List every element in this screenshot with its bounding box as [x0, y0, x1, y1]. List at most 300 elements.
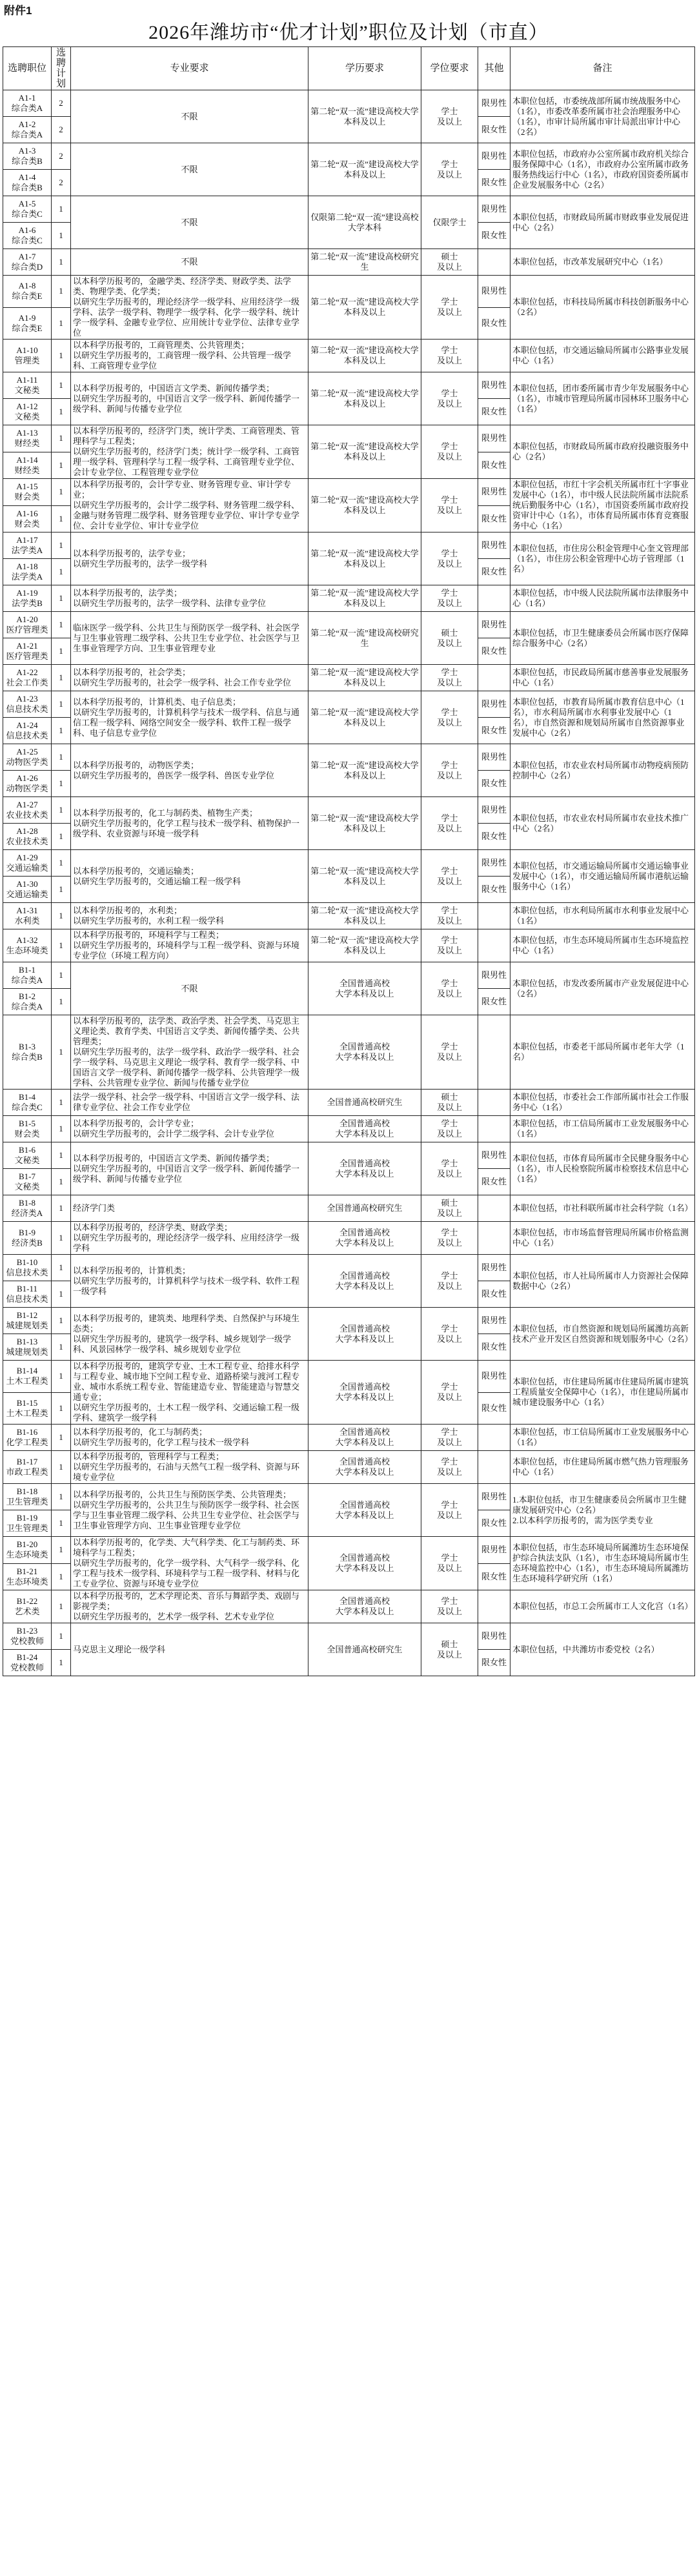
other-requirement-cell: 限女性	[478, 1650, 510, 1676]
plan-count-cell: 1	[52, 1563, 71, 1590]
position-cell: A1-24 信息技术类	[3, 718, 52, 744]
other-requirement-cell	[478, 249, 510, 276]
degree-requirement-cell: 学士 及以上	[421, 1116, 478, 1142]
education-requirement-cell: 全国普通高校 大学本科及以上	[308, 1425, 421, 1451]
other-requirement-cell: 限女性	[478, 1334, 510, 1361]
table-row	[3, 1308, 695, 1334]
degree-requirement-cell: 学士 及以上	[421, 532, 478, 585]
table-row	[3, 903, 695, 929]
major-requirement-cell: 以本科学历报考的，经济学类、财政学类； 以研究生学历报考的，理论经济学一级学科、应用经济学一级学科	[71, 1222, 308, 1255]
position-cell: A1-27 农业技术类	[3, 797, 52, 824]
degree-requirement-cell: 硕士 及以上	[421, 1195, 478, 1222]
other-requirement-cell	[478, 903, 510, 929]
plan-count-cell: 1	[52, 989, 71, 1015]
other-requirement-cell	[478, 1222, 510, 1255]
plan-count-cell: 1	[52, 744, 71, 771]
note-cell: 本职位包括，中共潍坊市委党校（2名）	[510, 1623, 695, 1676]
degree-requirement-cell: 仅限学士	[421, 196, 478, 249]
table-row	[3, 1425, 695, 1451]
note-cell: 1.本职位包括，市卫生健康委员会所属市卫生健康发展研究中心（2名） 2.以本科学历报考的，需为医学类专业	[510, 1484, 695, 1537]
header-major: 专业要求	[71, 47, 308, 90]
other-requirement-cell	[478, 1090, 510, 1116]
note-cell: 本职位包括，市工信局所属市工业发展服务中心（1名）	[510, 1425, 695, 1451]
education-requirement-cell: 第二轮“双一流”建设高校大学本科及以上	[308, 585, 421, 612]
degree-requirement-cell: 学士 及以上	[421, 1222, 478, 1255]
plan-count-cell: 1	[52, 249, 71, 276]
major-requirement-cell: 以本科学历报考的，管理科学与工程类； 以研究生学历报考的，石油与天然气工程一级学科、资源与环境专业学位	[71, 1451, 308, 1484]
education-requirement-cell: 第二轮“双一流”建设高校大学本科及以上	[308, 276, 421, 340]
table-row	[3, 665, 695, 691]
plan-count-cell: 1	[52, 1255, 71, 1281]
plan-count-cell: 1	[52, 1510, 71, 1537]
position-cell: A1-2 综合类A	[3, 117, 52, 143]
position-cell: B1-2 综合类A	[3, 989, 52, 1015]
plan-count-cell: 2	[52, 143, 71, 170]
major-requirement-cell: 以本科学历报考的，会计学专业； 以研究生学历报考的，会计学二级学科、会计专业学位	[71, 1116, 308, 1142]
table-row	[3, 962, 695, 989]
plan-count-cell: 1	[52, 1090, 71, 1116]
note-cell: 本职位包括，市交通运输局所属市公路事业发展中心（1名）	[510, 340, 695, 372]
table-row	[3, 1116, 695, 1142]
note-cell: 本职位包括，市教育局所属市教育信息中心（1名），市水利局所属市水利事业发展中心（1名），市自然资源和规划局所属市自然资源事业发展中心（2名）	[510, 691, 695, 744]
other-requirement-cell	[478, 1451, 510, 1484]
plan-count-cell: 1	[52, 665, 71, 691]
plan-count-cell: 1	[52, 691, 71, 718]
education-requirement-cell: 全国普通高校 大学本科及以上	[308, 1255, 421, 1308]
degree-requirement-cell: 学士 及以上	[421, 90, 478, 143]
note-cell: 本职位包括，市财政局所属市政府投融资服务中心（2名）	[510, 425, 695, 479]
other-requirement-cell: 限男性	[478, 1142, 510, 1169]
degree-requirement-cell: 学士 及以上	[421, 425, 478, 479]
education-requirement-cell: 第二轮“双一流”建设高校大学本科及以上	[308, 90, 421, 143]
plan-count-cell: 1	[52, 479, 71, 506]
degree-requirement-cell: 学士 及以上	[421, 1308, 478, 1361]
plan-count-cell: 1	[52, 585, 71, 612]
position-cell: A1-12 文秘类	[3, 399, 52, 425]
other-requirement-cell: 限男性	[478, 532, 510, 559]
note-cell: 本职位包括，市农业农村局所属市动物疫病预防控制中心（2名）	[510, 744, 695, 797]
degree-requirement-cell: 学士 及以上	[421, 691, 478, 744]
plan-count-cell: 1	[52, 1425, 71, 1451]
note-cell: 本职位包括，市发改委所属市产业发展促进中心（2名）	[510, 962, 695, 1015]
degree-requirement-cell: 学士 及以上	[421, 1590, 478, 1623]
degree-requirement-cell: 学士 及以上	[421, 1361, 478, 1425]
other-requirement-cell: 限男性	[478, 1255, 510, 1281]
position-cell: B1-16 化学工程类	[3, 1425, 52, 1451]
education-requirement-cell: 全国普通高校 大学本科及以上	[308, 1308, 421, 1361]
position-cell: B1-3 综合类B	[3, 1015, 52, 1090]
position-cell: A1-16 财会类	[3, 505, 52, 532]
note-cell: 本职位包括，市委统战部所属市统战服务中心（1名），市委改革委所属市社会治理服务中心（1名），市审计局所属市审计局派出审计中心（2名）	[510, 90, 695, 143]
plan-count-cell: 1	[52, 1116, 71, 1142]
header-education: 学历要求	[308, 47, 421, 90]
note-cell: 本职位包括，市住建局所属市燃气热力管理服务中心（1名）	[510, 1451, 695, 1484]
major-requirement-cell: 以本科学历报考的，计算机类、电子信息类； 以研究生学历报考的，计算机科学与技术一级学科、信息与通信工程一级学科、网络空间安全一级学科、软件工程一级学科、电子信息专业学位	[71, 691, 308, 744]
note-cell: 本职位包括，市改革发展研究中心（1名）	[510, 249, 695, 276]
major-requirement-cell: 以本科学历报考的，社会学类； 以研究生学历报考的，社会学一级学科、社会工作专业学位	[71, 665, 308, 691]
note-cell: 本职位包括，团市委所属市青少年发展服务中心（1名），市城市管理局所属市园林环卫服务中心（1名）	[510, 372, 695, 425]
table-header-row	[3, 47, 695, 90]
plan-count-cell: 1	[52, 559, 71, 585]
position-cell: B1-23 党校教师	[3, 1623, 52, 1650]
major-requirement-cell: 以本科学历报考的，化学类、大气科学类、化工与制药类、环境科学与工程类； 以研究生学历报考的，化学一级学科、大气科学一级学科、化学工程与技术一级学科、环境科学与工程一级学科、材料与化工专业学位、资源与环境专业学位	[71, 1537, 308, 1590]
degree-requirement-cell: 学士 及以上	[421, 143, 478, 196]
table-row	[3, 90, 695, 117]
table-row	[3, 1537, 695, 1564]
other-requirement-cell	[478, 585, 510, 612]
other-requirement-cell: 限男性	[478, 143, 510, 170]
major-requirement-cell: 以本科学历报考的，建筑学专业、土木工程专业、给排水科学与工程专业、城市地下空间工程专业、道路桥梁与渡河工程专业、城市水系统工程专业、智能建造专业、智能建造与智慧交通专业； 以研究生学历报考的，土木工程一级学科、交通运输工程一级学科、建筑学一级学科	[71, 1361, 308, 1425]
note-cell: 本职位包括，市体育局所属市全民健身服务中心（1名），市人民检察院所属市检察技术信息中心（1名）	[510, 1142, 695, 1195]
plan-count-cell: 1	[52, 1142, 71, 1169]
table-row	[3, 929, 695, 962]
position-cell: A1-10 管理类	[3, 340, 52, 372]
position-cell: B1-1 综合类A	[3, 962, 52, 989]
major-requirement-cell: 以本科学历报考的，法学类、政治学类、社会学类、马克思主义理论类、教育学类、中国语言文学类、新闻传播学类、公共管理类； 以研究生学历报考的，法学一级学科、政治学一级学科、社会学一级学科、马克思主义理论一级学科、教育学一级学科、中国语言文学一级学科、新闻传播学一级学科、公共管理学一级学科、公共管理专业学位、新闻与传播专业学位	[71, 1015, 308, 1090]
plan-count-cell: 1	[52, 196, 71, 223]
note-cell: 本职位包括，市自然资源和规划局所属潍坊高新技术产业开发区自然资源和规划服务中心（2名）	[510, 1308, 695, 1361]
major-requirement-cell: 以本科学历报考的，法学类； 以研究生学历报考的，法学一级学科、法律专业学位	[71, 585, 308, 612]
other-requirement-cell: 限男性	[478, 797, 510, 824]
table-row	[3, 340, 695, 372]
degree-requirement-cell: 学士 及以上	[421, 372, 478, 425]
attachment-label: 附件1	[4, 5, 32, 17]
other-requirement-cell: 限男性	[478, 372, 510, 399]
plan-count-cell: 1	[52, 1451, 71, 1484]
position-cell: B1-11 信息技术类	[3, 1281, 52, 1308]
degree-requirement-cell: 学士 及以上	[421, 744, 478, 797]
other-requirement-cell: 限男性	[478, 90, 510, 117]
note-cell: 本职位包括，市中级人民法院所属市法律服务中心（1名）	[510, 585, 695, 612]
position-cell: A1-13 财经类	[3, 425, 52, 452]
position-cell: B1-8 经济类A	[3, 1195, 52, 1222]
note-cell: 本职位包括，市住建局所属市住建局所属市建筑工程质量安全保障中心（1名），市住建局所属市城市建设服务中心（1名）	[510, 1361, 695, 1425]
degree-requirement-cell: 学士 及以上	[421, 1484, 478, 1537]
other-requirement-cell	[478, 929, 510, 962]
education-requirement-cell: 全国普通高校 大学本科及以上	[308, 1361, 421, 1425]
other-requirement-cell: 限女性	[478, 223, 510, 249]
degree-requirement-cell: 学士 及以上	[421, 479, 478, 532]
position-cell: B1-6 文秘类	[3, 1142, 52, 1169]
note-cell: 本职位包括，市红十字会机关所属市红十字事业发展中心（1名），市中级人民法院所属市法院系统后勤服务中心（1名），市国资委所属市政府投资审计中心（1名），市体育局所属市体育竞赛服务中心（1名）	[510, 479, 695, 532]
position-cell: B1-10 信息技术类	[3, 1255, 52, 1281]
other-requirement-cell: 限女性	[478, 399, 510, 425]
position-cell: B1-4 综合类C	[3, 1090, 52, 1116]
position-cell: A1-7 综合类D	[3, 249, 52, 276]
major-requirement-cell: 以本科学历报考的，法学专业； 以研究生学历报考的，法学一级学科	[71, 532, 308, 585]
education-requirement-cell: 第二轮“双一流”建设高校大学本科及以上	[308, 372, 421, 425]
other-requirement-cell: 限女性	[478, 452, 510, 479]
degree-requirement-cell: 学士 及以上	[421, 665, 478, 691]
degree-requirement-cell: 学士 及以上	[421, 962, 478, 1015]
other-requirement-cell: 限女性	[478, 718, 510, 744]
major-requirement-cell: 不限	[71, 249, 308, 276]
position-cell: A1-15 财会类	[3, 479, 52, 506]
education-requirement-cell: 仅限第二轮“双一流”建设高校大学本科	[308, 196, 421, 249]
header-note: 备注	[510, 47, 695, 90]
position-cell: A1-4 综合类B	[3, 170, 52, 196]
other-requirement-cell: 限女性	[478, 117, 510, 143]
other-requirement-cell: 限女性	[478, 307, 510, 340]
position-cell: B1-12 城建规划类	[3, 1308, 52, 1334]
position-cell: B1-17 市政工程类	[3, 1451, 52, 1484]
major-requirement-cell: 以本科学历报考的，公共卫生与预防医学类、公共管理类； 以研究生学历报考的，公共卫生与预防医学一级学科、社会医学与卫生事业管理二级学科、公共卫生专业学位、社会医学与卫生事业管理学方向、卫生事业管理专业学位	[71, 1484, 308, 1537]
degree-requirement-cell: 学士 及以上	[421, 1451, 478, 1484]
other-requirement-cell: 限女性	[478, 638, 510, 665]
table-row	[3, 1195, 695, 1222]
major-requirement-cell: 以本科学历报考的，金融学类、经济学类、财政学类、法学类、物理学类、化学类； 以研究生学历报考的，理论经济学一级学科、应用经济学一级学科、法学一级学科、物理学一级学科、化学一级学科、统计学一级学科、金融专业学位、应用统计专业学位、法律专业学位	[71, 276, 308, 340]
education-requirement-cell: 全国普通高校 大学本科及以上	[308, 1590, 421, 1623]
table-row	[3, 1361, 695, 1393]
position-cell: A1-1 综合类A	[3, 90, 52, 117]
plan-count-cell: 1	[52, 903, 71, 929]
note-cell: 本职位包括，市人社局所属市人力资源社会保障数据中心（2名）	[510, 1255, 695, 1308]
major-requirement-cell: 以本科学历报考的，水利类； 以研究生学历报考的，水利工程一级学科	[71, 903, 308, 929]
table-row	[3, 1451, 695, 1484]
other-requirement-cell: 限男性	[478, 479, 510, 506]
major-requirement-cell: 以本科学历报考的，化工与制药类、植物生产类； 以研究生学历报考的，化学工程与技术一级学科、植物保护一级学科、农业资源与环境一级学科	[71, 797, 308, 850]
table-row	[3, 249, 695, 276]
table-row	[3, 276, 695, 308]
position-cell: A1-32 生态环境类	[3, 929, 52, 962]
education-requirement-cell: 第二轮“双一流”建设高校大学本科及以上	[308, 850, 421, 903]
education-requirement-cell: 第二轮“双一流”建设高校大学本科及以上	[308, 340, 421, 372]
other-requirement-cell: 限女性	[478, 559, 510, 585]
degree-requirement-cell: 学士 及以上	[421, 929, 478, 962]
position-cell: A1-14 财经类	[3, 452, 52, 479]
other-requirement-cell: 限男性	[478, 1537, 510, 1564]
note-cell: 本职位包括，市科技局所属市科技创新服务中心（2名）	[510, 276, 695, 340]
position-cell: B1-5 财会类	[3, 1116, 52, 1142]
major-requirement-cell: 不限	[71, 196, 308, 249]
plan-count-cell: 1	[52, 505, 71, 532]
other-requirement-cell: 限女性	[478, 824, 510, 850]
table-row	[3, 196, 695, 223]
education-requirement-cell: 全国普通高校 大学本科及以上	[308, 1451, 421, 1484]
position-cell: A1-3 综合类B	[3, 143, 52, 170]
position-cell: B1-14 土木工程类	[3, 1361, 52, 1393]
position-cell: A1-6 综合类C	[3, 223, 52, 249]
major-requirement-cell: 以本科学历报考的，会计学专业、财务管理专业、审计学专业； 以研究生学历报考的，会计学二级学科、财务管理二级学科、金融与财务管理二级学科、财务管理专业学位、审计学专业学位、会计专业学位、审计专业学位	[71, 479, 308, 532]
plan-count-cell: 1	[52, 1623, 71, 1650]
education-requirement-cell: 全国普通高校 大学本科及以上	[308, 1222, 421, 1255]
other-requirement-cell: 限男性	[478, 1623, 510, 1650]
plan-count-cell: 1	[52, 877, 71, 903]
education-requirement-cell: 第二轮“双一流”建设高校大学本科及以上	[308, 744, 421, 797]
table-body	[3, 90, 695, 1676]
education-requirement-cell: 第二轮“双一流”建设高校大学本科及以上	[308, 665, 421, 691]
plan-count-cell: 1	[52, 1169, 71, 1195]
education-requirement-cell: 全国普通高校 大学本科及以上	[308, 1484, 421, 1537]
degree-requirement-cell: 学士 及以上	[421, 850, 478, 903]
note-cell: 本职位包括，市水利局所属市水利事业发展中心（1名）	[510, 903, 695, 929]
major-requirement-cell: 以本科学历报考的，交通运输类； 以研究生学历报考的，交通运输工程一级学科	[71, 850, 308, 903]
position-cell: A1-30 交通运输类	[3, 877, 52, 903]
degree-requirement-cell: 硕士 及以上	[421, 249, 478, 276]
plan-count-cell: 1	[52, 1222, 71, 1255]
education-requirement-cell: 第二轮“双一流”建设高校大学本科及以上	[308, 903, 421, 929]
note-cell: 本职位包括，市住房公积金管理中心奎文管理部（1名），市住房公积金管理中心坊子管理部（1名）	[510, 532, 695, 585]
position-cell: B1-18 卫生管理类	[3, 1484, 52, 1510]
plan-count-cell: 1	[52, 1650, 71, 1676]
major-requirement-cell: 以本科学历报考的，工商管理类、公共管理类； 以研究生学历报考的，工商管理一级学科、公共管理一级学科、工商管理专业学位	[71, 340, 308, 372]
recruitment-plan-table	[3, 46, 695, 1676]
plan-count-cell: 1	[52, 425, 71, 452]
table-row	[3, 744, 695, 771]
major-requirement-cell: 以本科学历报考的，计算机类； 以研究生学历报考的，计算机科学与技术一级学科、软件工程一级学科	[71, 1255, 308, 1308]
plan-count-cell: 1	[52, 1484, 71, 1510]
position-cell: A1-8 综合类E	[3, 276, 52, 308]
education-requirement-cell: 全国普通高校研究生	[308, 1195, 421, 1222]
plan-count-cell: 1	[52, 1308, 71, 1334]
header-position: 选聘职位	[3, 47, 52, 90]
plan-count-cell: 1	[52, 1361, 71, 1393]
plan-count-cell: 1	[52, 452, 71, 479]
plan-count-cell: 1	[52, 276, 71, 308]
note-cell: 本职位包括，市财政局所属市财政事业发展促进中心（2名）	[510, 196, 695, 249]
plan-count-cell: 1	[52, 612, 71, 638]
other-requirement-cell: 限男性	[478, 1484, 510, 1510]
position-cell: B1-15 土木工程类	[3, 1392, 52, 1425]
table-row	[3, 372, 695, 399]
table-row	[3, 1015, 695, 1090]
education-requirement-cell: 第二轮“双一流”建设高校大学本科及以上	[308, 532, 421, 585]
other-requirement-cell: 限男性	[478, 196, 510, 223]
position-cell: A1-26 动物医学类	[3, 771, 52, 797]
plan-count-cell: 1	[52, 532, 71, 559]
other-requirement-cell: 限女性	[478, 1510, 510, 1537]
note-cell: 本职位包括，市农业农村局所属市农业技术推广中心（2名）	[510, 797, 695, 850]
position-cell: B1-9 经济类B	[3, 1222, 52, 1255]
education-requirement-cell: 第二轮“双一流”建设高校大学本科及以上	[308, 479, 421, 532]
position-cell: A1-22 社会工作类	[3, 665, 52, 691]
plan-count-cell: 1	[52, 718, 71, 744]
education-requirement-cell: 第二轮“双一流”建设高校大学本科及以上	[308, 143, 421, 196]
degree-requirement-cell: 学士 及以上	[421, 276, 478, 340]
table-row	[3, 612, 695, 638]
plan-count-cell: 1	[52, 929, 71, 962]
position-cell: A1-31 水利类	[3, 903, 52, 929]
note-cell: 本职位包括，市政府办公室所属市政府机关综合服务保障中心（1名），市政府办公室所属市政务服务热线运行中心（1名），市政府国资委所属市企业发展服务中心（2名）	[510, 143, 695, 196]
table-row	[3, 479, 695, 506]
education-requirement-cell: 全国普通高校 大学本科及以上	[308, 1142, 421, 1195]
other-requirement-cell: 限女性	[478, 989, 510, 1015]
major-requirement-cell: 以本科学历报考的，化工与制药类； 以研究生学历报考的，化学工程与技术一级学科	[71, 1425, 308, 1451]
plan-count-cell: 1	[52, 824, 71, 850]
degree-requirement-cell: 硕士 及以上	[421, 1090, 478, 1116]
major-requirement-cell: 法学一级学科、社会学一级学科、中国语言文学一级学科、法律专业学位、社会工作专业学位	[71, 1090, 308, 1116]
degree-requirement-cell: 学士 及以上	[421, 1142, 478, 1195]
degree-requirement-cell: 学士 及以上	[421, 585, 478, 612]
position-cell: B1-7 文秘类	[3, 1169, 52, 1195]
education-requirement-cell: 全国普通高校 大学本科及以上	[308, 1116, 421, 1142]
degree-requirement-cell: 学士 及以上	[421, 340, 478, 372]
other-requirement-cell: 限女性	[478, 170, 510, 196]
position-cell: A1-18 法学类A	[3, 559, 52, 585]
table-row	[3, 1090, 695, 1116]
note-cell: 本职位包括，市民政局所属市慈善事业发展服务中心（1名）	[510, 665, 695, 691]
major-requirement-cell: 以本科学历报考的，经济学门类，统计学类、工商管理类、管理科学与工程类； 以研究生学历报考的，经济学门类；统计学一级学科、工商管理一级学科、管理科学与工程一级学科、工商管理专业学位、会计专业学位、工程管理专业学位	[71, 425, 308, 479]
other-requirement-cell: 限女性	[478, 1281, 510, 1308]
position-cell: A1-29 交通运输类	[3, 850, 52, 877]
note-cell: 本职位包括，市市场监督管理局所属市价格监测中心（1名）	[510, 1222, 695, 1255]
position-cell: B1-24 党校教师	[3, 1650, 52, 1676]
other-requirement-cell: 限男性	[478, 850, 510, 877]
note-cell: 本职位包括，市交通运输局所属市交通运输事业发展中心（1名），市交通运输局所属市港航运输服务中心（1名）	[510, 850, 695, 903]
other-requirement-cell	[478, 1116, 510, 1142]
other-requirement-cell	[478, 1015, 510, 1090]
education-requirement-cell: 第二轮“双一流”建设高校大学本科及以上	[308, 797, 421, 850]
education-requirement-cell: 全国普通高校 大学本科及以上	[308, 962, 421, 1015]
plan-count-cell: 1	[52, 340, 71, 372]
plan-count-cell: 1	[52, 850, 71, 877]
other-requirement-cell: 限男性	[478, 962, 510, 989]
note-cell: 本职位包括，市生态环境局所属潍坊生态环境保护综合执法支队（1名），市生态环境局所属市生态环境监控中心（1名），市生态环境局所属潍坊生态环境科学研究所（1名）	[510, 1537, 695, 1590]
plan-count-cell: 1	[52, 1392, 71, 1425]
other-requirement-cell: 限女性	[478, 1563, 510, 1590]
table-row	[3, 1623, 695, 1650]
education-requirement-cell: 第二轮“双一流”建设高校大学本科及以上	[308, 691, 421, 744]
other-requirement-cell: 限男性	[478, 691, 510, 718]
other-requirement-cell: 限女性	[478, 1392, 510, 1425]
other-requirement-cell: 限男性	[478, 744, 510, 771]
table-row	[3, 532, 695, 559]
table-row	[3, 143, 695, 170]
major-requirement-cell: 临床医学一级学科、公共卫生与预防医学一级学科、社会医学与卫生事业管理二级学科、公共卫生专业学位、社会医学与卫生事业管理学方向、卫生事业管理专业	[71, 612, 308, 665]
note-cell: 本职位包括，市委老干部局所属市老年大学（1名）	[510, 1015, 695, 1090]
other-requirement-cell	[478, 665, 510, 691]
plan-count-cell: 1	[52, 1537, 71, 1564]
plan-count-cell: 1	[52, 307, 71, 340]
position-cell: A1-5 综合类C	[3, 196, 52, 223]
plan-count-cell: 1	[52, 962, 71, 989]
table-row	[3, 1590, 695, 1623]
position-cell: A1-19 法学类B	[3, 585, 52, 612]
education-requirement-cell: 第二轮“双一流”建设高校研究生	[308, 612, 421, 665]
table-row	[3, 850, 695, 877]
degree-requirement-cell: 硕士 及以上	[421, 612, 478, 665]
plan-count-cell: 1	[52, 638, 71, 665]
major-requirement-cell: 以本科学历报考的，动物医学类； 以研究生学历报考的，兽医学一级学科、兽医专业学位	[71, 744, 308, 797]
table-row	[3, 1222, 695, 1255]
major-requirement-cell: 不限	[71, 962, 308, 1015]
other-requirement-cell	[478, 340, 510, 372]
header-plan: 选聘计划	[52, 47, 71, 90]
degree-requirement-cell: 学士 及以上	[421, 903, 478, 929]
other-requirement-cell: 限女性	[478, 1169, 510, 1195]
other-requirement-cell: 限女性	[478, 877, 510, 903]
note-cell: 本职位包括，市委社会工作部所属市社会工作服务中心（1名）	[510, 1090, 695, 1116]
education-requirement-cell: 第二轮“双一流”建设高校大学本科及以上	[308, 425, 421, 479]
education-requirement-cell: 第二轮“双一流”建设高校研究生	[308, 249, 421, 276]
degree-requirement-cell: 学士 及以上	[421, 1015, 478, 1090]
note-cell: 本职位包括，市生态环境局所属市生态环境监控中心（1名）	[510, 929, 695, 962]
table-row	[3, 797, 695, 824]
other-requirement-cell: 限男性	[478, 276, 510, 308]
table-row	[3, 425, 695, 452]
position-cell: B1-13 城建规划类	[3, 1334, 52, 1361]
header-other: 其他	[478, 47, 510, 90]
other-requirement-cell: 限女性	[478, 505, 510, 532]
degree-requirement-cell: 学士 及以上	[421, 1425, 478, 1451]
note-cell: 本职位包括，市社科联所属市社会科学院（1名）	[510, 1195, 695, 1222]
position-cell: B1-19 卫生管理类	[3, 1510, 52, 1537]
plan-count-cell: 1	[52, 223, 71, 249]
other-requirement-cell	[478, 1195, 510, 1222]
table-row	[3, 1255, 695, 1281]
position-cell: B1-20 生态环境类	[3, 1537, 52, 1564]
plan-count-cell: 1	[52, 797, 71, 824]
